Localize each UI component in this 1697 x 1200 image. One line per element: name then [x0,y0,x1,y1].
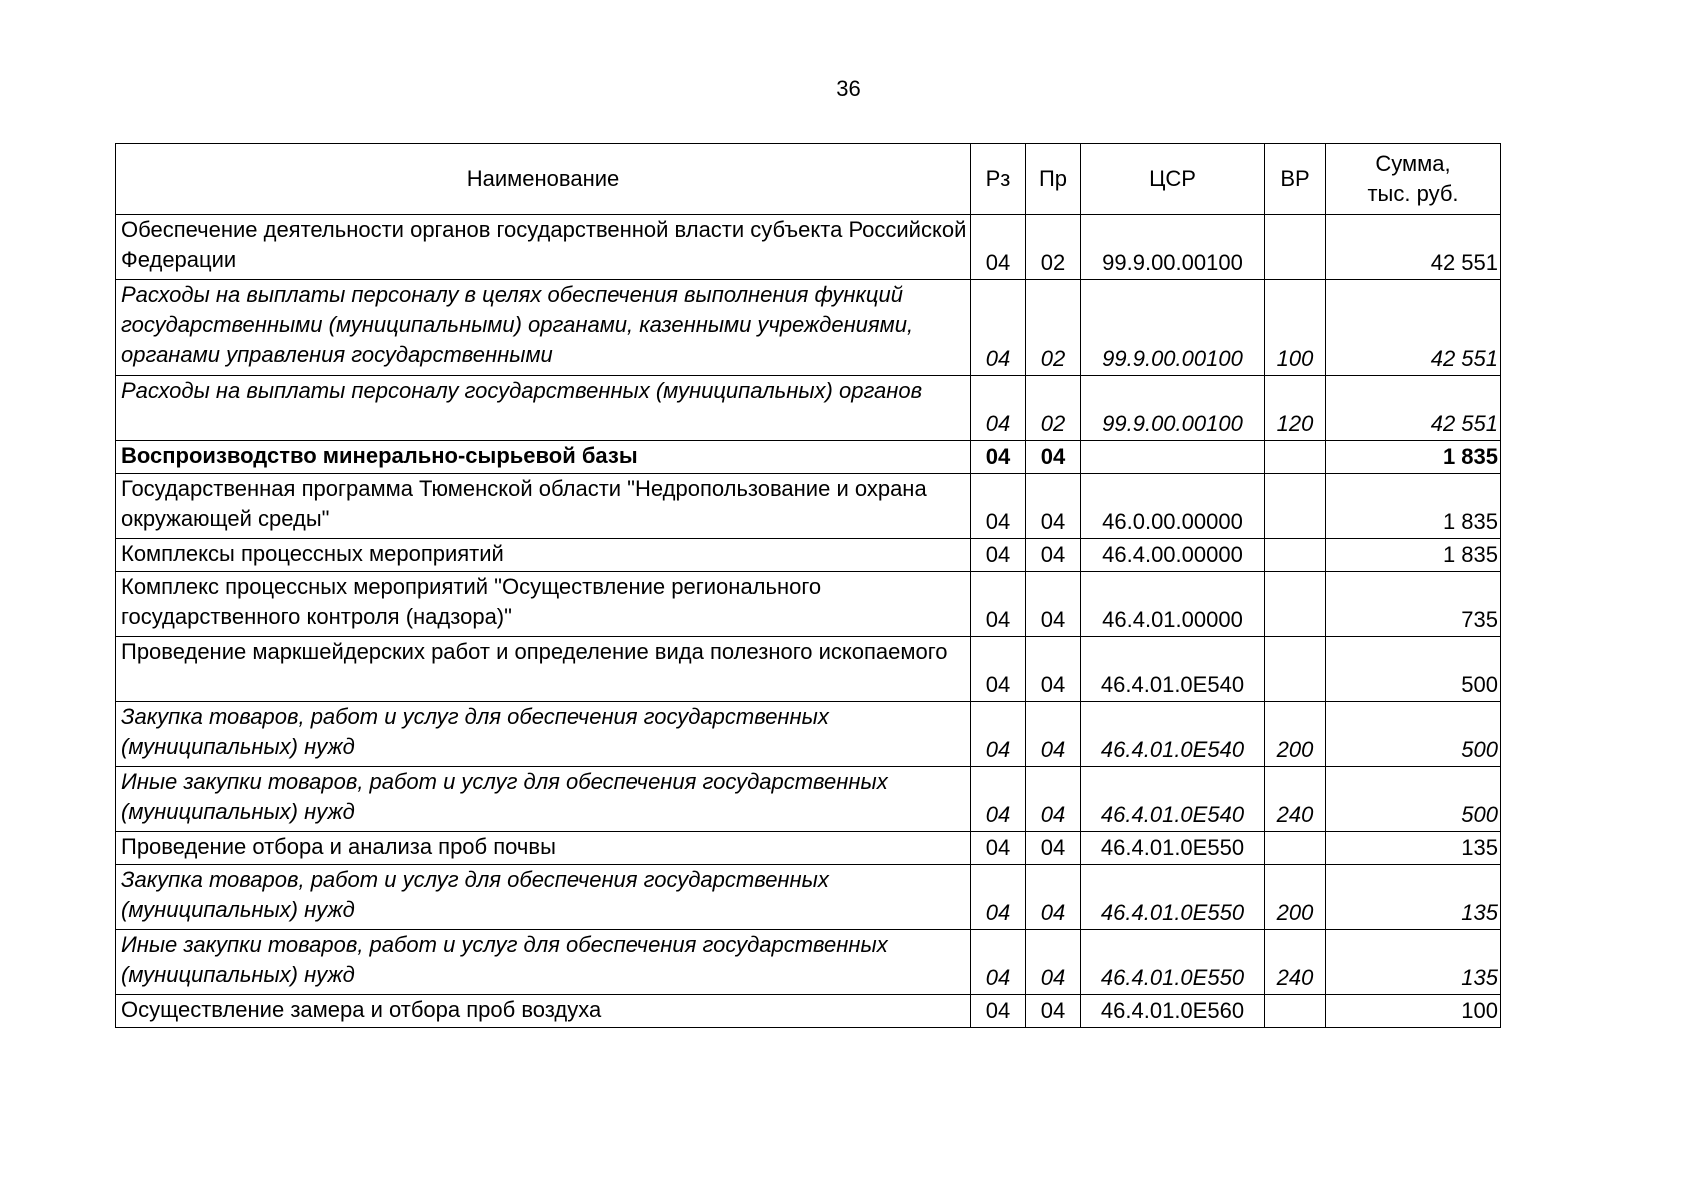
table-row [116,539,1501,572]
table-row [116,215,1501,280]
row-name: Воспроизводство минерально-сырьевой базы [116,441,971,474]
row-sum: 42 551 [1326,280,1501,376]
header-vr: ВР [1265,144,1326,215]
row-rz: 04 [971,930,1026,995]
row-pr: 04 [1026,930,1081,995]
row-pr: 04 [1026,832,1081,865]
header-csr: ЦСР [1081,144,1265,215]
row-pr: 02 [1026,215,1081,280]
table-row [116,637,1501,702]
table-header [116,144,1501,215]
row-vr: 100 [1265,280,1326,376]
row-sum: 500 [1326,767,1501,832]
header-rz: Рз [971,144,1026,215]
row-name: Обеспечение деятельности органов государственной власти субъекта Российской Федерации [116,215,971,280]
row-vr: 240 [1265,930,1326,995]
row-name: Закупка товаров, работ и услуг для обеспечения государственных (муниципальных) нужд [116,702,971,767]
row-csr: 46.4.01.0Е550 [1081,865,1265,930]
row-rz: 04 [971,280,1026,376]
row-name: Расходы на выплаты персоналу в целях обеспечения выполнения функций государственными (муниципальными) органами, казенными учреждениями, органами управления государственными [116,280,971,376]
row-rz: 04 [971,767,1026,832]
row-csr: 99.9.00.00100 [1081,376,1265,441]
row-rz: 04 [971,376,1026,441]
table-body [116,215,1501,1028]
row-pr: 04 [1026,702,1081,767]
row-vr [1265,637,1326,702]
header-sum-line1: Сумма, [1375,151,1451,176]
row-pr: 04 [1026,441,1081,474]
row-vr [1265,572,1326,637]
row-rz: 04 [971,702,1026,767]
budget-table [115,143,1501,1028]
row-csr: 46.4.01.0Е540 [1081,637,1265,702]
table-row [116,474,1501,539]
row-name: Иные закупки товаров, работ и услуг для обеспечения государственных (муниципальных) нужд [116,767,971,832]
table-row [116,376,1501,441]
row-rz: 04 [971,215,1026,280]
table-row [116,930,1501,995]
row-vr [1265,832,1326,865]
row-csr [1081,441,1265,474]
row-vr: 240 [1265,767,1326,832]
header-pr: Пр [1026,144,1081,215]
header-sum [1326,144,1501,215]
row-vr [1265,441,1326,474]
row-vr: 200 [1265,865,1326,930]
row-pr: 04 [1026,865,1081,930]
row-sum: 1 835 [1326,441,1501,474]
row-name: Закупка товаров, работ и услуг для обеспечения государственных (муниципальных) нужд [116,865,971,930]
table-row [116,995,1501,1028]
row-sum: 135 [1326,930,1501,995]
row-vr: 200 [1265,702,1326,767]
row-sum: 135 [1326,832,1501,865]
row-sum: 135 [1326,865,1501,930]
row-vr [1265,474,1326,539]
row-name: Государственная программа Тюменской области "Недропользование и охрана окружающей среды" [116,474,971,539]
row-vr [1265,539,1326,572]
row-csr: 46.4.01.0Е550 [1081,832,1265,865]
row-name: Комплексы процессных мероприятий [116,539,971,572]
table-row [116,832,1501,865]
header-name: Наименование [116,144,971,215]
row-rz: 04 [971,539,1026,572]
table-row [116,767,1501,832]
row-rz: 04 [971,995,1026,1028]
row-csr: 46.4.00.00000 [1081,539,1265,572]
row-sum: 42 551 [1326,376,1501,441]
page-number: 36 [836,76,861,101]
row-rz: 04 [971,474,1026,539]
row-pr: 04 [1026,474,1081,539]
table-row [116,865,1501,930]
row-rz: 04 [971,637,1026,702]
row-vr [1265,215,1326,280]
row-pr: 04 [1026,637,1081,702]
row-sum: 500 [1326,637,1501,702]
row-pr: 04 [1026,539,1081,572]
row-name: Комплекс процессных мероприятий "Осуществление регионального государственного контроля (надзора)" [116,572,971,637]
table-row [116,280,1501,376]
row-sum: 100 [1326,995,1501,1028]
row-sum: 500 [1326,702,1501,767]
row-rz: 04 [971,865,1026,930]
row-csr: 99.9.00.00100 [1081,280,1265,376]
row-csr: 46.4.01.00000 [1081,572,1265,637]
header-sum-line2: тыс. руб. [1367,181,1459,206]
row-pr: 04 [1026,995,1081,1028]
row-name: Проведение отбора и анализа проб почвы [116,832,971,865]
row-sum: 42 551 [1326,215,1501,280]
row-pr: 04 [1026,572,1081,637]
row-pr: 02 [1026,376,1081,441]
row-csr: 46.4.01.0Е550 [1081,930,1265,995]
row-name: Осуществление замера и отбора проб воздуха [116,995,971,1028]
row-name: Расходы на выплаты персоналу государственных (муниципальных) органов [116,376,971,441]
row-csr: 46.0.00.00000 [1081,474,1265,539]
row-rz: 04 [971,832,1026,865]
row-rz: 04 [971,441,1026,474]
row-csr: 99.9.00.00100 [1081,215,1265,280]
row-pr: 02 [1026,280,1081,376]
row-sum: 735 [1326,572,1501,637]
row-name: Проведение маркшейдерских работ и определение вида полезного ископаемого [116,637,971,702]
row-pr: 04 [1026,767,1081,832]
row-sum: 1 835 [1326,539,1501,572]
row-sum: 1 835 [1326,474,1501,539]
table-row [116,702,1501,767]
table-row [116,572,1501,637]
table-row [116,441,1501,474]
row-vr [1265,995,1326,1028]
row-rz: 04 [971,572,1026,637]
row-name: Иные закупки товаров, работ и услуг для обеспечения государственных (муниципальных) нужд [116,930,971,995]
row-csr: 46.4.01.0Е540 [1081,702,1265,767]
row-csr: 46.4.01.0Е560 [1081,995,1265,1028]
row-vr: 120 [1265,376,1326,441]
row-csr: 46.4.01.0Е540 [1081,767,1265,832]
